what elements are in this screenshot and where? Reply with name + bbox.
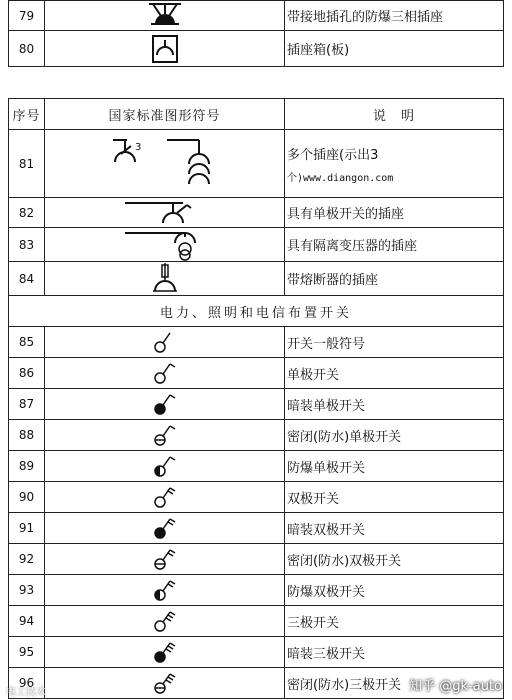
table-row	[9, 544, 504, 575]
row-number: 87	[9, 389, 45, 420]
table-row	[9, 513, 504, 544]
row-description-line1: 多个插座(示出3	[287, 147, 379, 163]
row-number: 85	[9, 327, 45, 358]
concealed-single-pole-switch-icon	[45, 389, 285, 420]
row-description: 密闭(防水)单极开关	[285, 420, 504, 451]
table-row	[9, 575, 504, 606]
fused-socket-icon	[45, 262, 285, 296]
multiple-socket-icon	[45, 130, 285, 198]
row-description: 单极开关	[285, 358, 504, 389]
row-number: 93	[9, 575, 45, 606]
row-number: 88	[9, 420, 45, 451]
row-number: 96	[9, 668, 45, 699]
table-row	[9, 198, 504, 228]
symbol-table-main	[8, 98, 504, 699]
table-row	[9, 1, 504, 31]
three-pole-switch-icon	[45, 606, 285, 637]
section-row	[9, 296, 504, 327]
row-description: 具有单极开关的插座	[285, 198, 504, 228]
row-description: 防爆单极开关	[285, 451, 504, 482]
row-number: 84	[9, 262, 45, 296]
row-description-line2: 个)www.diangon.com	[287, 172, 394, 184]
row-description: 暗装双极开关	[285, 513, 504, 544]
row-number: 86	[9, 358, 45, 389]
explosion-proof-double-pole-switch-icon	[45, 575, 285, 606]
table-row	[9, 637, 504, 668]
table-row	[9, 482, 504, 513]
row-number: 90	[9, 482, 45, 513]
isolation-transformer-socket-icon	[45, 228, 285, 262]
row-number: 83	[9, 228, 45, 262]
concealed-three-pole-switch-icon	[45, 637, 285, 668]
concealed-double-pole-switch-icon	[45, 513, 285, 544]
double-pole-switch-icon	[45, 482, 285, 513]
table-row	[9, 606, 504, 637]
table-row	[9, 451, 504, 482]
watermark-left: 电工技术	[6, 687, 46, 698]
header-description: 说 明	[285, 99, 504, 130]
row-number: 82	[9, 198, 45, 228]
sealed-double-pole-switch-icon	[45, 544, 285, 575]
table-header-row	[9, 99, 504, 130]
row-number: 89	[9, 451, 45, 482]
header-number: 序号	[9, 99, 45, 130]
single-pole-switch-icon	[45, 358, 285, 389]
row-description: 双极开关	[285, 482, 504, 513]
row-description: 防爆双极开关	[285, 575, 504, 606]
row-description: 暗装单极开关	[285, 389, 504, 420]
general-switch-icon	[45, 327, 285, 358]
row-description: 开关一般符号	[285, 327, 504, 358]
svg-text:3: 3	[134, 141, 141, 153]
row-description: 插座箱(板)	[285, 31, 504, 67]
row-description: 密闭(防水)双极开关	[285, 544, 504, 575]
symbol-table-top	[8, 0, 504, 67]
row-number: 95	[9, 637, 45, 668]
row-description: 具有隔离变压器的插座	[285, 228, 504, 262]
sealed-three-pole-switch-icon	[45, 668, 285, 699]
row-number: 92	[9, 544, 45, 575]
table-row	[9, 130, 504, 198]
socket-box-icon	[45, 31, 285, 67]
header-symbol: 国家标准图形符号	[45, 99, 285, 130]
table-row	[9, 327, 504, 358]
row-number: 81	[9, 130, 45, 198]
table-row	[9, 358, 504, 389]
table-row	[9, 31, 504, 67]
row-number: 91	[9, 513, 45, 544]
explosion-proof-single-pole-switch-icon	[45, 451, 285, 482]
row-description: 暗装三极开关	[285, 637, 504, 668]
row-number: 80	[9, 31, 45, 67]
row-description: 三极开关	[285, 606, 504, 637]
row-description: 密闭(防水)三极开关	[285, 668, 504, 699]
table-row	[9, 420, 504, 451]
table-row	[9, 228, 504, 262]
table-row	[9, 262, 504, 296]
watermark: 知乎 @gk-auto	[409, 679, 502, 694]
row-description	[285, 130, 504, 198]
sealed-single-pole-switch-icon	[45, 420, 285, 451]
row-number: 79	[9, 1, 45, 31]
row-number: 94	[9, 606, 45, 637]
explosion-proof-3phase-socket-icon	[45, 1, 285, 31]
single-pole-switch-socket-icon	[45, 198, 285, 228]
row-description: 带熔断器的插座	[285, 262, 504, 296]
section-title: 电力、照明和电信布置开关	[9, 296, 504, 327]
row-description: 带接地插孔的防爆三相插座	[285, 1, 504, 31]
table-row	[9, 389, 504, 420]
